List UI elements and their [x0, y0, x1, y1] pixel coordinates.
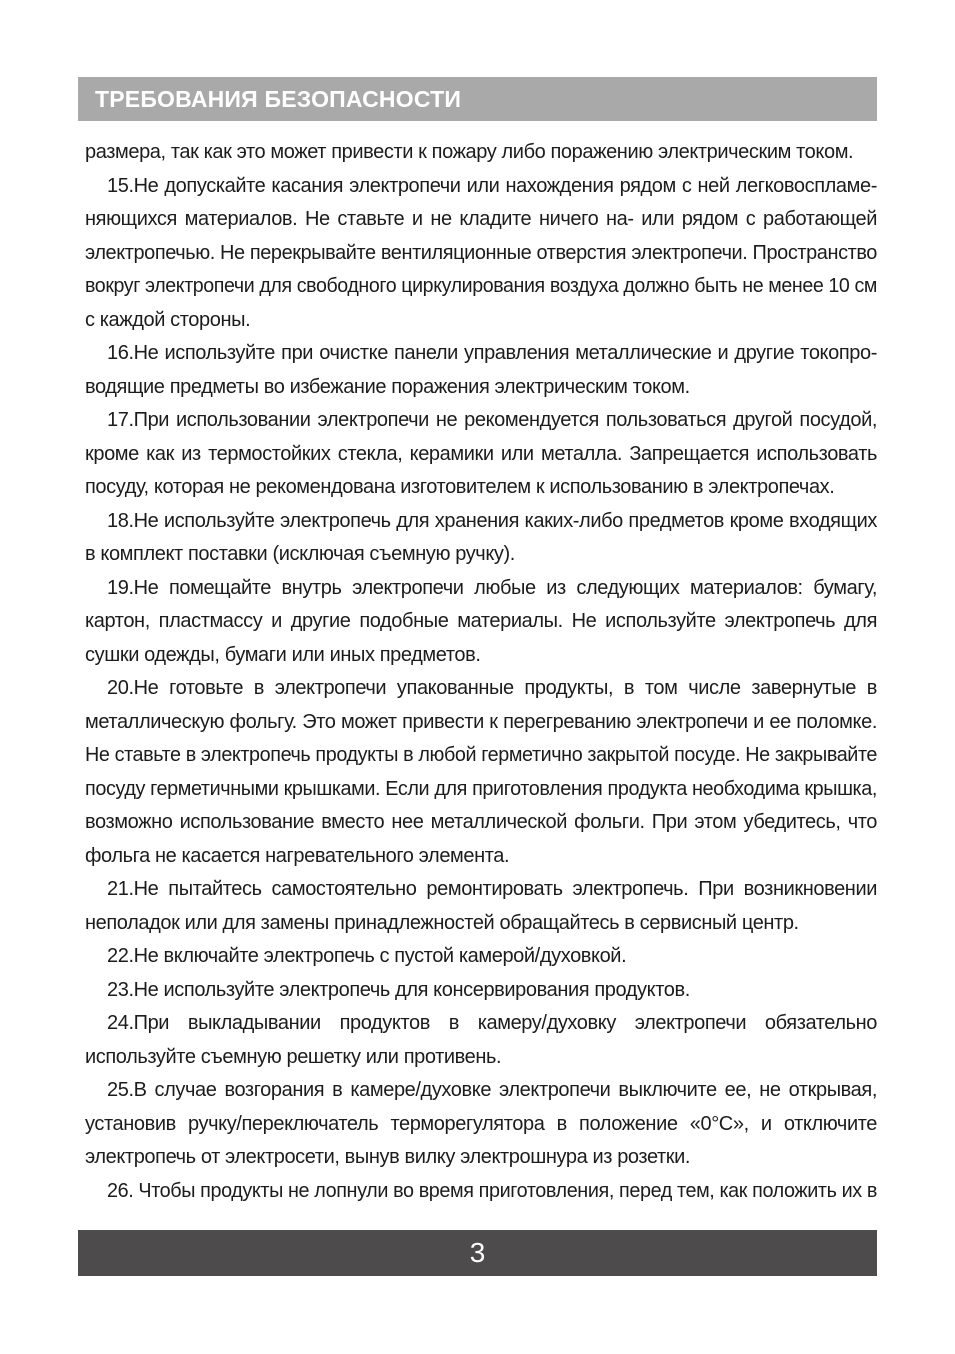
text-line	[85, 337, 877, 371]
text-line	[85, 404, 877, 438]
paragraph	[85, 1074, 877, 1175]
text-line-content: используйте съемную решетку или противень.	[85, 1045, 502, 1068]
text-line	[85, 371, 877, 405]
text-line	[85, 203, 877, 237]
text-line	[85, 940, 877, 974]
text-line	[85, 270, 877, 304]
text-line-content: в комплект поставки (исключая съемную ручку).	[85, 543, 515, 565]
text-line	[85, 1141, 877, 1175]
text-line-content: картон, пластмассу и другие подобные материалы. Не используйте электропечь для	[85, 610, 877, 632]
text-line-content: кроме как из термостойких стекла, керамики или металла. Запрещается использовать	[85, 442, 877, 465]
paragraph	[85, 170, 877, 338]
text-line-content: 21.Не пытайтесь самостоятельно ремонтировать электропечь. При возникновении	[107, 878, 877, 900]
page-number: 3	[469, 1237, 486, 1268]
paragraph	[85, 337, 877, 404]
text-line	[85, 505, 877, 539]
text-line	[85, 538, 877, 572]
text-line	[85, 237, 877, 271]
text-line	[85, 1074, 877, 1108]
text-line-content: электропечь от электросети, вынув вилку электрошнура из розетки.	[85, 1146, 691, 1168]
paragraph	[85, 940, 877, 974]
text-line-content: 19.Не помещайте внутрь электропечи любые из следующих материалов: бумагу,	[107, 576, 877, 599]
page-footer-bar	[78, 1230, 877, 1276]
text-line	[85, 806, 877, 840]
text-line	[85, 605, 877, 639]
text-line-content: няющихся материалов. Не ставьте и не кладите ничего на- или рядом с работающей	[85, 208, 877, 230]
text-line	[85, 672, 877, 706]
paragraph	[85, 672, 877, 873]
text-line-content: Не ставьте в электропечь продукты в любой герметично закрытой посуде. Не закрывайте	[85, 744, 877, 766]
text-line	[85, 304, 877, 338]
text-line-content: 26. Чтобы продукты не лопнули во время приготовления, перед тем, как положить их в	[107, 1179, 877, 1202]
text-line-content: 15.Не допускайте касания электропечи или нахождения рядом с ней легковоспламе-	[107, 174, 877, 197]
text-line	[85, 471, 877, 505]
text-line	[85, 773, 877, 807]
text-line-content: посуду, которая не рекомендована изготовителем к использованию в электропечах.	[85, 476, 835, 498]
text-line	[85, 170, 877, 204]
text-line	[85, 907, 877, 941]
text-line-content: 18.Не используйте электропечь для хранения каких-либо предметов кроме входящих	[107, 509, 877, 532]
text-line-content: 20.Не готовьте в электропечи упакованные продукты, в том числе завернутые в	[107, 677, 877, 699]
text-line	[85, 1175, 877, 1209]
text-line-content: размера, так как это может привести к пожару либо поражению электрическим током.	[85, 141, 854, 163]
text-line-content: 24.При выкладывании продуктов в камеру/духовку электропечи обязательно	[107, 1012, 877, 1034]
text-line-content: вокруг электропечи для свободного циркулирования воздуха должно быть не менее 10 см	[85, 275, 877, 297]
paragraph	[85, 505, 877, 572]
text-line-content: посуду герметичными крышками. Если для приготовления продукта необходима крышка,	[85, 777, 877, 800]
text-line-content: металлическую фольгу. Это может привести к перегреванию электропечи и ее поломке.	[85, 710, 877, 733]
paragraph	[85, 136, 877, 170]
text-line-content: неполадок или для замены принадлежностей обращайтесь в сервисный центр.	[85, 911, 799, 934]
text-line-content: 17.При использовании электропечи не рекомендуется пользоваться другой посудой,	[107, 409, 877, 431]
text-line	[85, 1007, 877, 1041]
text-line	[85, 1108, 877, 1142]
text-line-content: фольга не касается нагревательного элемента.	[85, 844, 510, 867]
document-body	[85, 136, 877, 1208]
paragraph	[85, 974, 877, 1008]
text-line-content: электропечью. Не перекрывайте вентиляционные отверстия электропечи. Пространство	[85, 241, 877, 264]
text-line-content: водящие предметы во избежание поражения электрическим током.	[85, 375, 690, 398]
text-line-content: установив ручку/переключатель терморегулятора в положение «0°С», и отключите	[85, 1112, 877, 1135]
text-line-content: сушки одежды, бумаги или иных предметов.	[85, 643, 481, 666]
section-title: ТРЕБОВАНИЯ БЕЗОПАСНОСТИ	[95, 85, 462, 112]
text-line	[85, 1041, 877, 1075]
paragraph	[85, 1175, 877, 1209]
text-line	[85, 136, 877, 170]
paragraph	[85, 873, 877, 940]
text-line-content: 25.В случае возгорания в камере/духовке электропечи выключите ее, не открывая,	[107, 1079, 877, 1101]
section-header-bar	[78, 77, 877, 121]
text-line-content: 16.Не используйте при очистке панели управления металлические и другие токопро-	[107, 342, 877, 364]
text-line	[85, 706, 877, 740]
text-line	[85, 840, 877, 874]
text-line	[85, 639, 877, 673]
paragraph	[85, 1007, 877, 1074]
text-line	[85, 739, 877, 773]
text-line	[85, 438, 877, 472]
text-line	[85, 572, 877, 606]
text-line	[85, 873, 877, 907]
paragraph	[85, 572, 877, 673]
text-line-content: 23.Не используйте электропечь для консервирования продуктов.	[107, 978, 690, 1001]
text-line-content: возможно использование вместо нее металлической фольги. При этом убедитесь, что	[85, 811, 877, 833]
text-line-content: с каждой стороны.	[85, 308, 251, 331]
text-line	[85, 974, 877, 1008]
paragraph	[85, 404, 877, 505]
text-line-content: 22.Не включайте электропечь с пустой камерой/духовкой.	[107, 945, 627, 967]
